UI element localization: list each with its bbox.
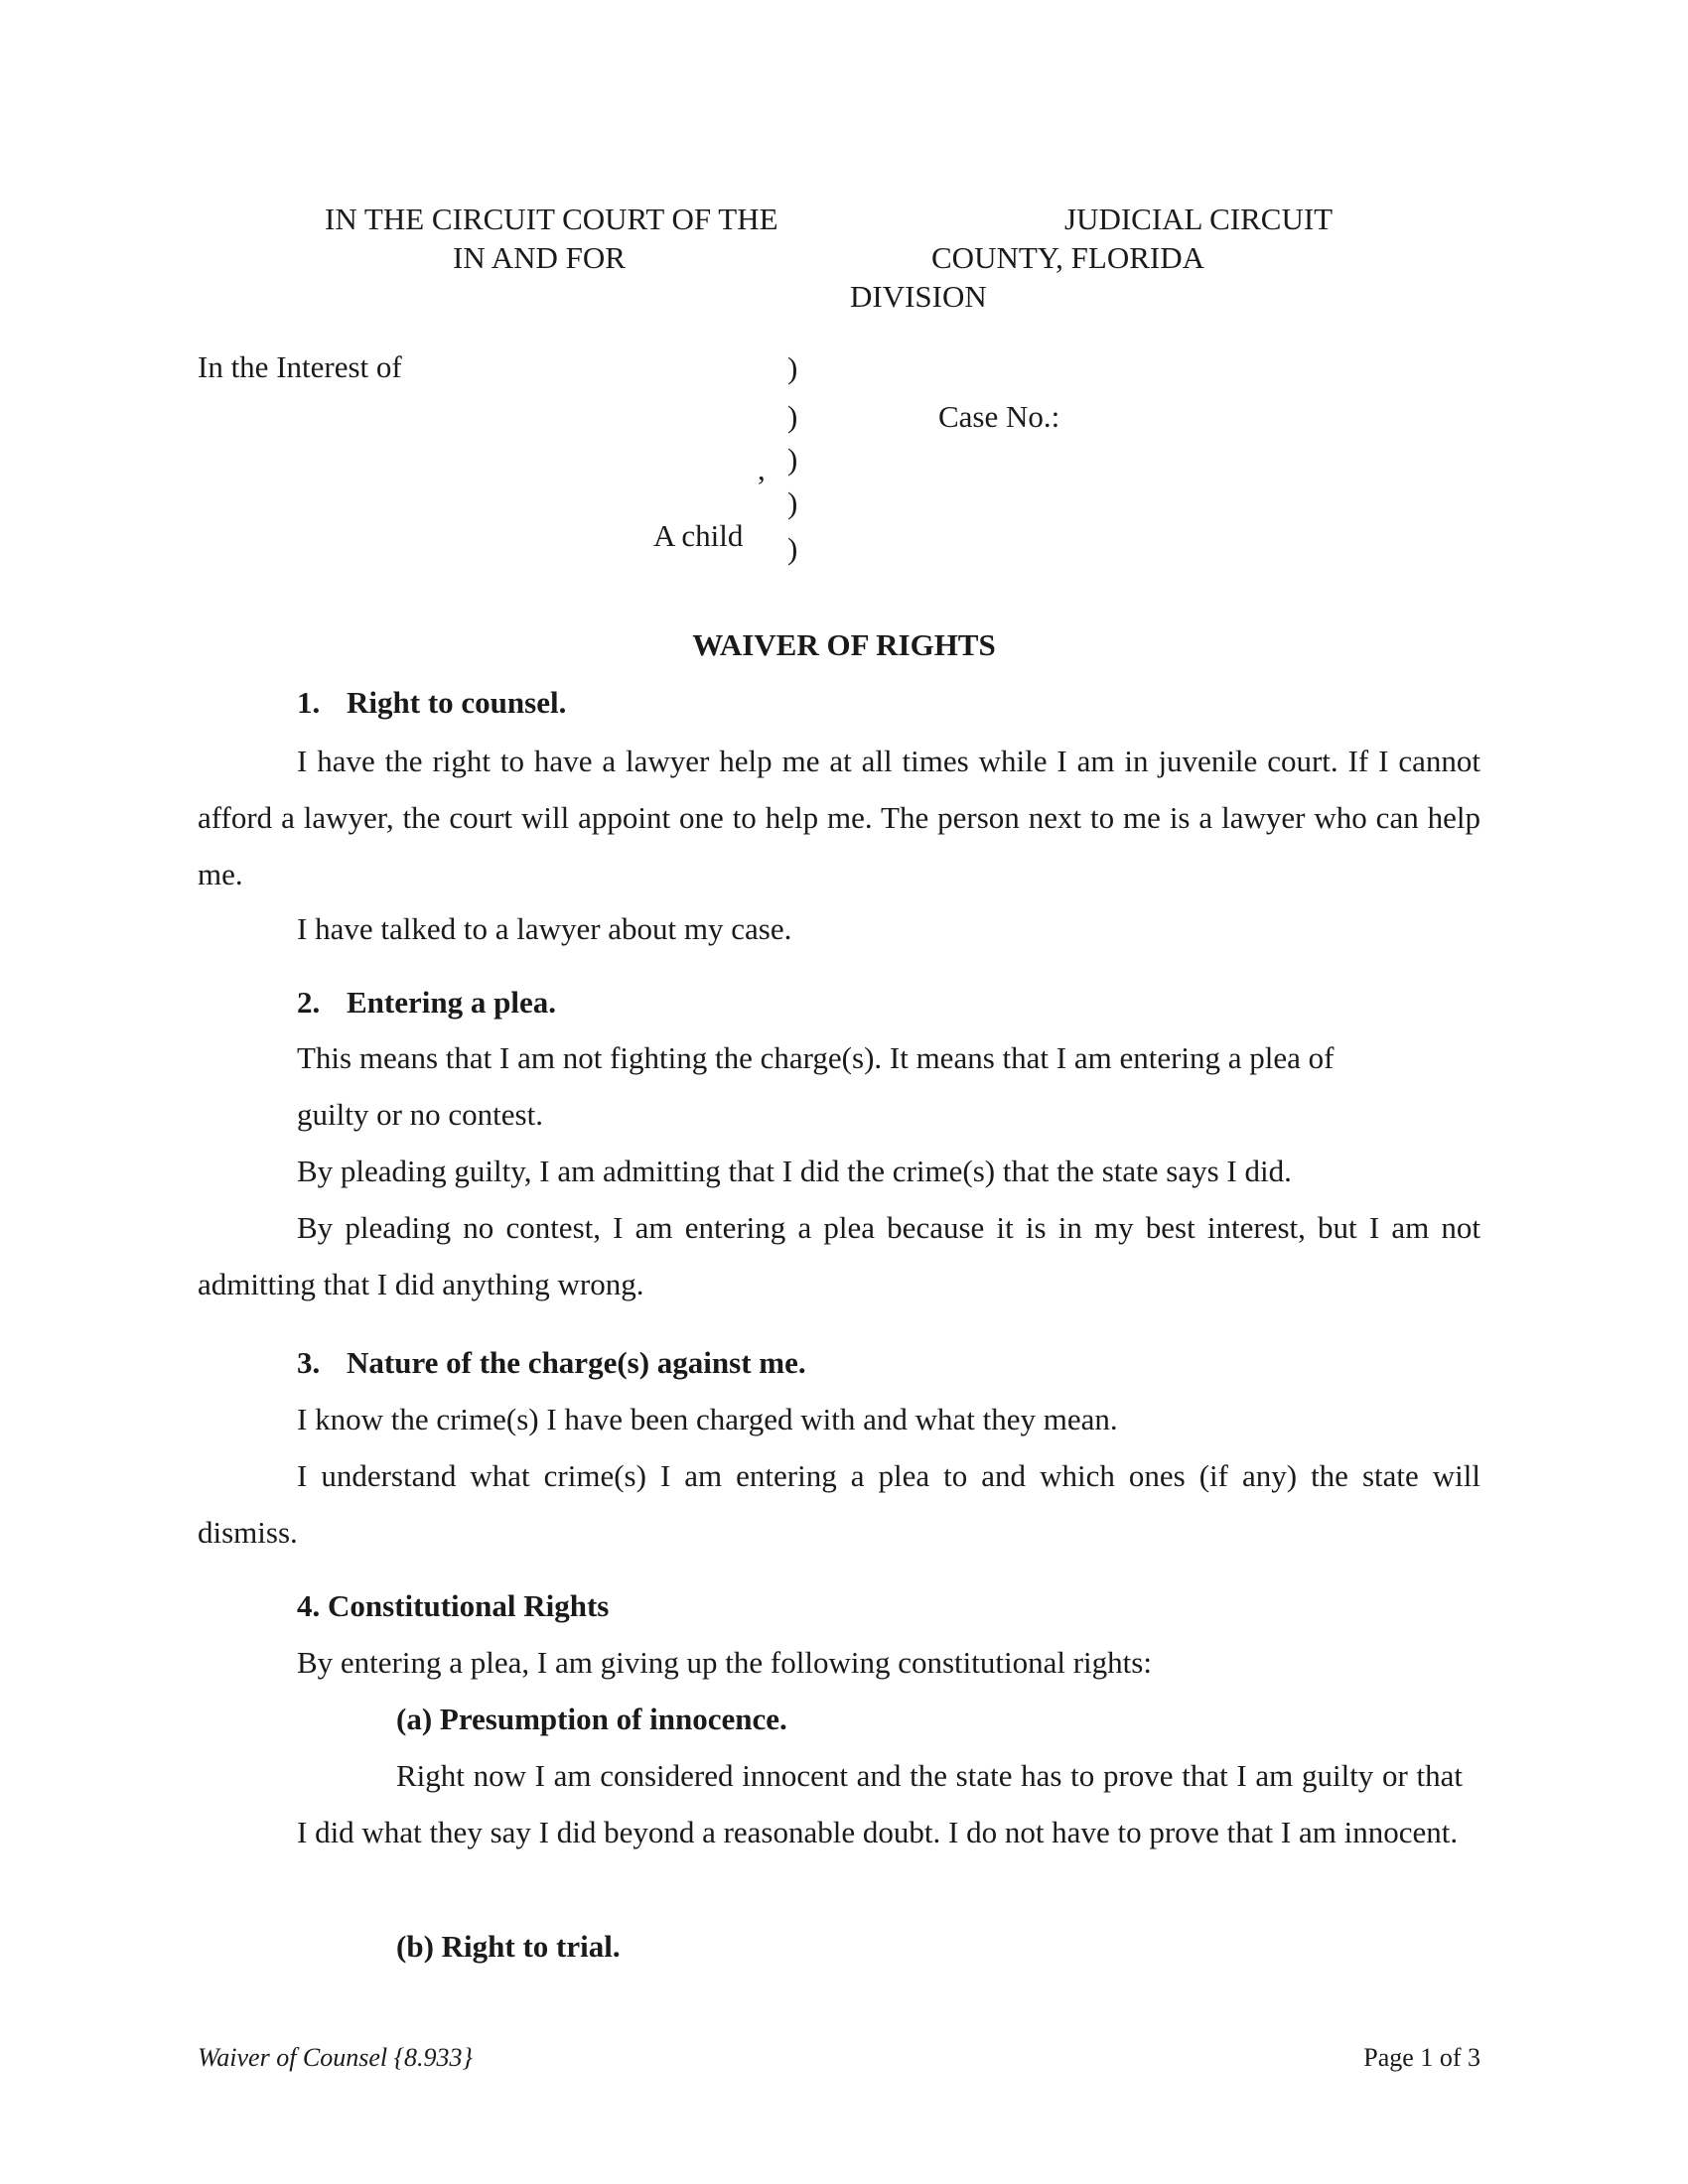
section-2-paragraph-line-1: This means that I am not fighting the charge(s). It means that I am entering a plea of [297, 1040, 1335, 1075]
section-2-paragraph-2: By pleading guilty, I am admitting that I did the crime(s) that the state says I did. [297, 1154, 1292, 1188]
section-1-heading: Right to counsel. [347, 685, 567, 720]
section-4-heading: 4. Constitutional Rights [297, 1588, 610, 1623]
caption-paren: ) [787, 399, 798, 434]
section-3-heading: Nature of the charge(s) against me. [347, 1345, 806, 1380]
child-label: A child [653, 518, 744, 553]
interest-of-label: In the Interest of [198, 349, 402, 384]
subsection-a-paragraph: Right now I am considered innocent and the state has to prove that I am guilty or that I did what they say I did beyond a reasonable doubt. I do not have to prove that I am innocent. [297, 1758, 1463, 1849]
judicial-circuit-label: JUDICIAL CIRCUIT [1064, 202, 1334, 236]
section-4-intro: By entering a plea, I am giving up the following constitutional rights: [297, 1645, 1152, 1680]
subsection-a-heading: (a) Presumption of innocence. [396, 1702, 787, 1736]
division-label: DIVISION [850, 279, 987, 314]
section-3-paragraph-2: I understand what crime(s) I am entering a plea to and which ones (if any) the state will dismiss. [198, 1458, 1480, 1550]
case-number-label: Case No.: [938, 399, 1060, 434]
section-2-number: 2. [297, 985, 321, 1020]
document-title: WAIVER OF RIGHTS [692, 627, 996, 662]
caption-paren: ) [787, 442, 798, 477]
caption-paren: ) [787, 350, 798, 385]
footer-page-number: Page 1 of 3 [1363, 2043, 1480, 2072]
caption-paren: ) [787, 531, 798, 566]
county-label: COUNTY, FLORIDA [931, 240, 1205, 275]
section-1-paragraph-2: I have talked to a lawyer about my case. [297, 911, 792, 946]
footer-form-name: Waiver of Counsel {8.933} [198, 2043, 473, 2072]
in-and-for-label: IN AND FOR [453, 240, 626, 275]
section-1-number: 1. [297, 685, 321, 720]
section-2-paragraph-line-2: guilty or no contest. [297, 1097, 543, 1132]
section-3-paragraph: I know the crime(s) I have been charged with and what they mean. [297, 1402, 1118, 1436]
section-2-heading: Entering a plea. [347, 985, 556, 1020]
caption-paren: ) [787, 485, 798, 520]
court-line: IN THE CIRCUIT COURT OF THE [325, 202, 778, 236]
subsection-b-heading: (b) Right to trial. [396, 1929, 621, 1964]
section-2-paragraph-3: By pleading no contest, I am entering a plea because it is in my best interest, but I am not admitting that I did anything wrong. [198, 1210, 1480, 1301]
section-3-number: 3. [297, 1345, 321, 1380]
caption-comma: , [758, 452, 766, 486]
section-1-paragraph: I have the right to have a lawyer help me at all times while I am in juvenile court. If I cannot afford a lawyer, the court will appoint one to help me. The person next to me is a lawyer who can help me. [198, 744, 1480, 891]
